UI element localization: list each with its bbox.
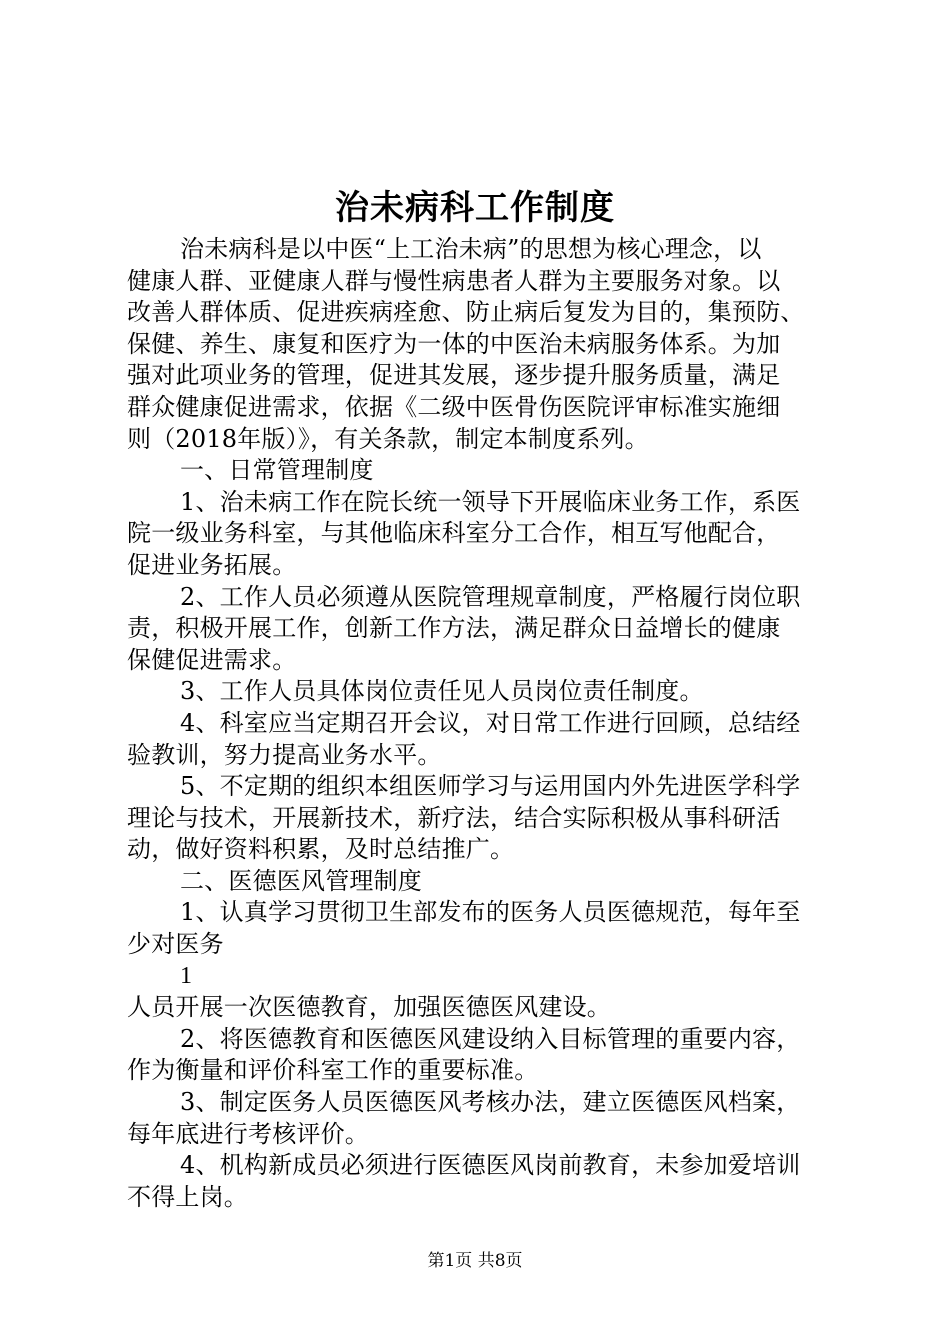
text-line: 促进业务拓展。 bbox=[127, 550, 297, 579]
text-line: 责，积极开展工作，创新工作方法，满足群众日益增长的健康 bbox=[127, 614, 781, 643]
document-body bbox=[127, 234, 827, 1213]
text-line: 健康人群、亚健康人群与慢性病患者人群为主要服务对象。以 bbox=[127, 266, 781, 295]
text-line: 不得上岗。 bbox=[127, 1182, 248, 1211]
text-line: 验教训，努力提高业务水平。 bbox=[127, 740, 442, 769]
text-line: 4、科室应当定期召开会议，对日常工作进行回顾，总结经 bbox=[180, 708, 801, 737]
text-line: 3、制定医务人员医德医风考核办法，建立医德医风档案， bbox=[180, 1088, 801, 1117]
text-line: 院一级业务科室，与其他临床科室分工合作，相互写他配合， bbox=[127, 519, 781, 548]
text-line: 人员开展一次医德教育，加强医德医风建设。 bbox=[127, 993, 611, 1022]
page-footer: 第1页 共8页 bbox=[427, 1251, 523, 1271]
page-title: 治未病科工作制度 bbox=[335, 188, 615, 228]
section-heading: 一、日常管理制度 bbox=[180, 456, 374, 485]
text-line: 2、将医德教育和医德医风建设纳入目标管理的重要内容， bbox=[180, 1024, 801, 1053]
text-line: 治未病科是以中医“上工治未病”的思想为核心理念，以 bbox=[180, 235, 762, 263]
text-line: 动，做好资料积累，及时总结推广。 bbox=[127, 835, 515, 864]
text-line: 群众健康促进需求，依据《二级中医骨伤医院评审标准实施细 bbox=[127, 392, 781, 421]
text-line: 保健促进需求。 bbox=[127, 645, 297, 674]
text-line: 少对医务 bbox=[127, 930, 224, 959]
text-line: 强对此项业务的管理，促进其发展，逐步提升服务质量，满足 bbox=[127, 361, 781, 390]
text-line: 理论与技术，开展新技术，新疗法，结合实际积极从事科研活 bbox=[127, 803, 781, 832]
text-line: 4、机构新成员必须进行医德医风岗前教育，未参加爱培训 bbox=[180, 1151, 801, 1180]
text-line: 每年底进行考核评价。 bbox=[127, 1119, 369, 1148]
section-heading: 二、医德医风管理制度 bbox=[180, 866, 422, 895]
text-line: 1、治未病工作在院长统一领导下开展临床业务工作，系医 bbox=[180, 487, 801, 516]
inline-page-number: 1 bbox=[180, 962, 193, 989]
text-line: 3、工作人员具体岗位责任见人员岗位责任制度。 bbox=[180, 677, 704, 706]
text-line: 2、工作人员必须遵从医院管理规章制度，严格履行岗位职 bbox=[180, 582, 801, 611]
text-line: 保健、养生、康复和医疗为一体的中医治未病服务体系。为加 bbox=[127, 329, 781, 358]
text-line: 1、认真学习贯彻卫生部发布的医务人员医德规范，每年至 bbox=[180, 898, 801, 927]
text-line: 作为衡量和评价科室工作的重要标准。 bbox=[127, 1056, 539, 1085]
text-line: 5、不定期的组织本组医师学习与运用国内外先进医学科学 bbox=[180, 772, 801, 801]
text-line: 改善人群体质、促进疾病痊愈、防止病后复发为目的，集预防、 bbox=[127, 298, 805, 327]
text-line: 则（2018年版）》，有关条款，制定本制度系列。 bbox=[127, 424, 649, 453]
